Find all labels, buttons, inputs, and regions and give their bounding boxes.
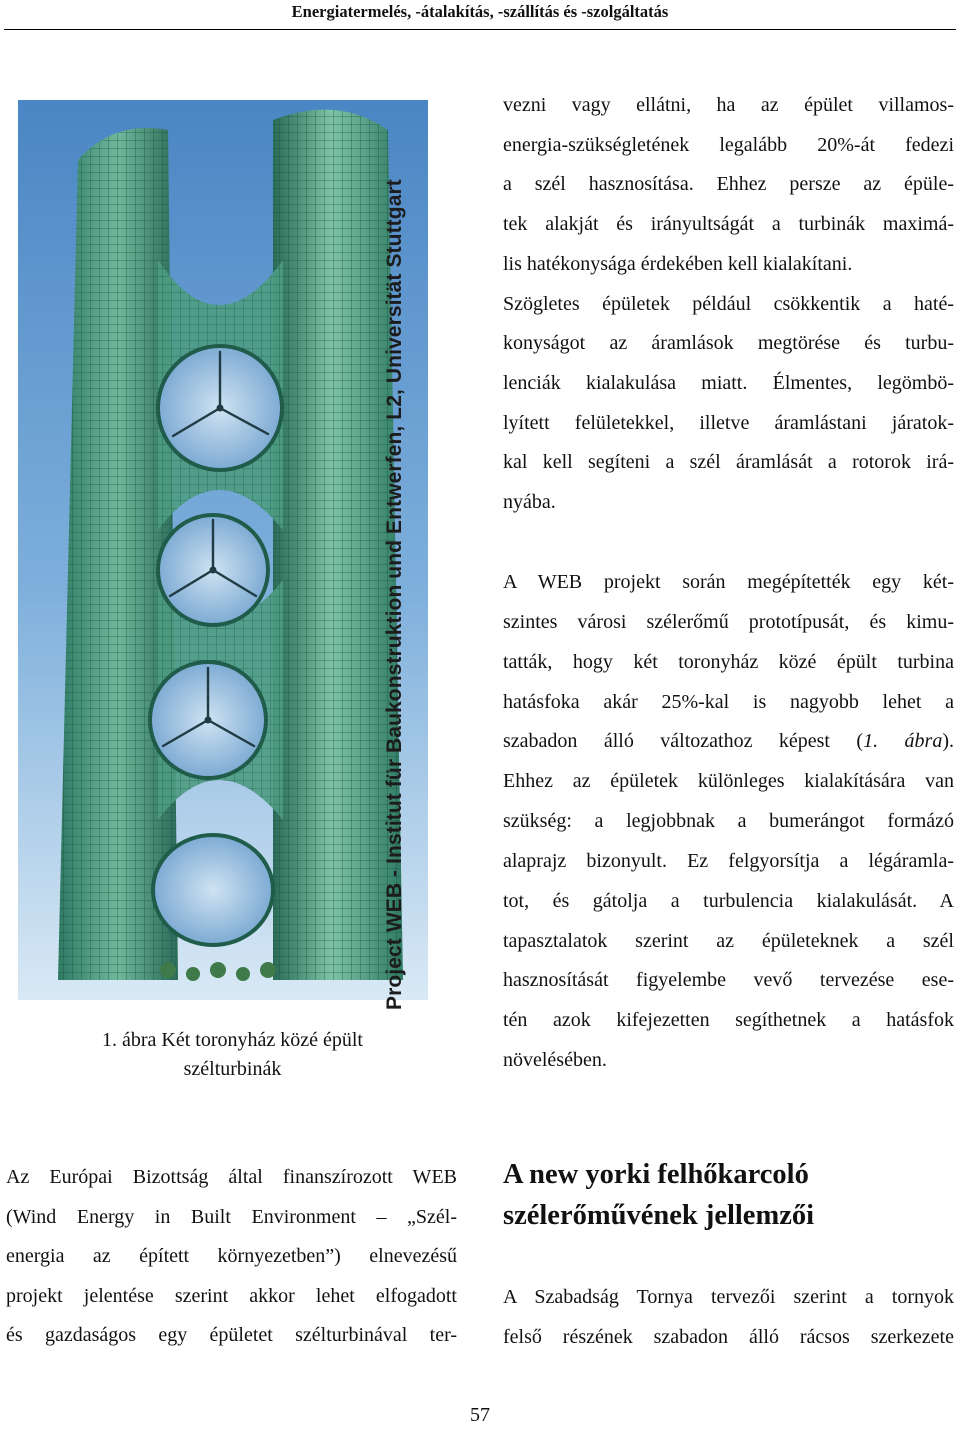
twin-towers-illustration	[18, 100, 428, 1000]
text-run: szabadon álló változathoz képest (	[503, 730, 864, 753]
text-line: tatták, hogy két toronyház közé épült turbina	[503, 650, 954, 673]
text-line: vezni vagy ellátni, ha az épület villamos-	[503, 94, 954, 116]
text-line: hatásfoka akár 25%-kal is nagyobb lehet a	[503, 690, 954, 713]
text-line: a szél hasznosítása. Ehhez persze az épüle-	[503, 173, 954, 196]
text-line: projekt jelentése szerint akkor lehet elfogadott	[6, 1284, 457, 1307]
paragraph-eu-commission	[6, 1158, 457, 1356]
caption-line: szélturbinák	[183, 1058, 282, 1080]
text-run: ).	[942, 730, 954, 753]
text-line: hasznosítását figyelembe vevő tervezése ese-	[503, 969, 954, 992]
paragraph-freedom-tower	[503, 1278, 954, 1357]
text-line: Szögletes épületek például csökkentik a haté-	[503, 292, 954, 315]
text-line: Az Európai Bizottság által finanszírozott WEB	[6, 1166, 457, 1188]
text-line	[503, 722, 954, 762]
text-line: Ehhez az épületek különleges kialakítására van	[503, 770, 954, 793]
heading-line: A new yorki felhőkarcoló	[503, 1159, 809, 1190]
paragraph-wind-efficiency	[503, 86, 954, 523]
text-line: és gazdaságos egy épületet szélturbinával ter-	[6, 1324, 457, 1346]
text-line: nyába.	[503, 491, 556, 514]
text-line: energia-szükségletének legalább 20%-át fedezi	[503, 133, 954, 156]
text-line: szükség: a legjobbnak a bumerángot formázó	[503, 810, 954, 833]
text-line: kal kell segíteni a szél áramlását a rotorok irá-	[503, 451, 954, 474]
paragraph-web-project	[503, 563, 954, 1081]
text-line: tot, és gátolja a turbulencia kialakulását. A	[503, 889, 954, 912]
text-line: (Wind Energy in Built Environment – „Szél-	[6, 1205, 457, 1228]
text-line: lis hatékonysága érdekében kell kialakítani.	[503, 252, 853, 275]
text-line: tén azok kifejezetten segíthetnek a hatásfok	[503, 1009, 954, 1032]
header-rule	[4, 29, 956, 30]
text-line: A Szabadság Tornya tervezői szerint a tornyok	[503, 1286, 954, 1308]
text-line: lenciák kialakulása miatt. Élmentes, legömbö-	[503, 371, 954, 394]
text-line: konyságot az áramlások megtörése és turbu-	[503, 332, 954, 355]
figure-wind-tower-image	[18, 100, 428, 1000]
running-header: Energiatermelés, -átalakítás, -szállítás és -szolgáltatás	[291, 2, 669, 21]
text-line: alaprajz bizonyult. Ez felgyorsítja a légáramla-	[503, 849, 954, 872]
text-line: A WEB projekt során megépítették egy két-	[503, 571, 954, 593]
text-line: felső részének szabadon álló rácsos szerkezete	[503, 1325, 954, 1348]
caption-line: 1. ábra Két toronyház közé épült	[101, 1029, 363, 1051]
open-gap-bottom	[153, 835, 273, 945]
text-line: lyített felületekkel, illetve áramlástani járatok-	[503, 411, 954, 434]
heading-line: szélerőművének jellemzői	[503, 1200, 815, 1231]
text-line: szintes városi szélerőmű prototípusát, és kimu-	[503, 610, 954, 633]
text-line: növelésében.	[503, 1049, 607, 1072]
figure-credit-vertical: Project WEB - Institut für Baukonstruktion und Entwerfen, L2, Universität Stuttgart	[383, 179, 406, 1010]
text-line: tek alakját és irányultságát a turbinák maximá-	[503, 213, 954, 236]
text-line: energia az épített környezetben”) elnevezésű	[6, 1245, 457, 1267]
figure-reference: 1. ábra	[863, 730, 943, 753]
section-heading	[503, 1154, 923, 1236]
figure-caption	[60, 1026, 405, 1084]
page-number: 57	[470, 1404, 490, 1426]
text-line: tapasztalatok szerint az épületeknek a szél	[503, 929, 954, 952]
